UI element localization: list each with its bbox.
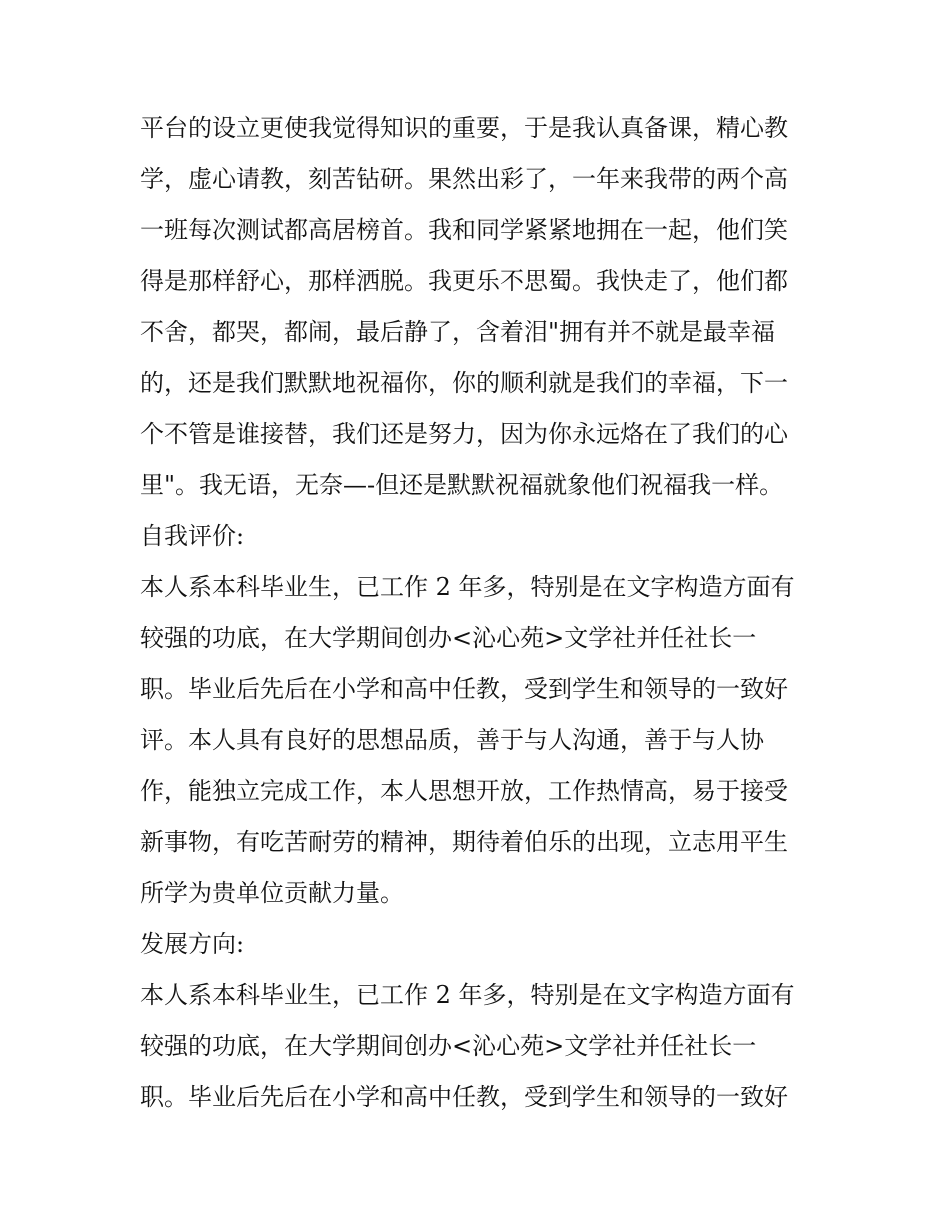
text-line: 职。毕业后先后在小学和高中任教，受到学生和领导的一致好 bbox=[140, 1083, 788, 1111]
document-body bbox=[140, 103, 820, 1123]
text-line: 得是那样舒心，那样洒脱。我更乐不思蜀。我快走了，他们都 bbox=[140, 267, 788, 295]
text-line: 个不管是谁接替，我们还是努力，因为你永远烙在了我们的心 bbox=[140, 420, 788, 448]
text-line: 较强的功底，在大学期间创办<沁心苑>文学社并任社长一 bbox=[140, 624, 757, 652]
text-line: 的，还是我们默默地祝福你，你的顺利就是我们的幸福，下一 bbox=[140, 369, 788, 397]
text-line: 学，虚心请教，刻苦钻研。果然出彩了，一年来我带的两个高 bbox=[140, 165, 788, 193]
text-line: 新事物，有吃苦耐劳的精神，期待着伯乐的出现，立志用平生 bbox=[140, 828, 788, 856]
section-heading-self-evaluation: 自我评价: bbox=[140, 522, 245, 550]
text-line: 一班每次测试都高居榜首。我和同学紧紧地拥在一起，他们笑 bbox=[140, 216, 788, 244]
text-line: 本人系本科毕业生，已工作 2 年多，特别是在文字构造方面有 bbox=[140, 573, 795, 601]
text-line: 职。毕业后先后在小学和高中任教，受到学生和领导的一致好 bbox=[140, 675, 788, 703]
text-line: 本人系本科毕业生，已工作 2 年多，特别是在文字构造方面有 bbox=[140, 981, 795, 1009]
text-line: 里"。我无语，无奈—-但还是默默祝福就象他们祝福我一样。 bbox=[140, 471, 784, 499]
text-line: 作，能独立完成工作，本人思想开放，工作热情高，易于接受 bbox=[140, 777, 788, 805]
text-line: 所学为贵单位贡献力量。 bbox=[140, 879, 404, 907]
text-line: 不舍，都哭，都闹，最后静了，含着泪"拥有并不就是最幸福 bbox=[140, 318, 776, 346]
text-line: 平台的设立更使我觉得知识的重要，于是我认真备课，精心教 bbox=[140, 114, 788, 142]
text-line: 评。本人具有良好的思想品质，善于与人沟通，善于与人协 bbox=[140, 726, 764, 754]
text-line: 较强的功底，在大学期间创办<沁心苑>文学社并任社长一 bbox=[140, 1032, 757, 1060]
section-heading-development-direction: 发展方向: bbox=[140, 930, 245, 958]
